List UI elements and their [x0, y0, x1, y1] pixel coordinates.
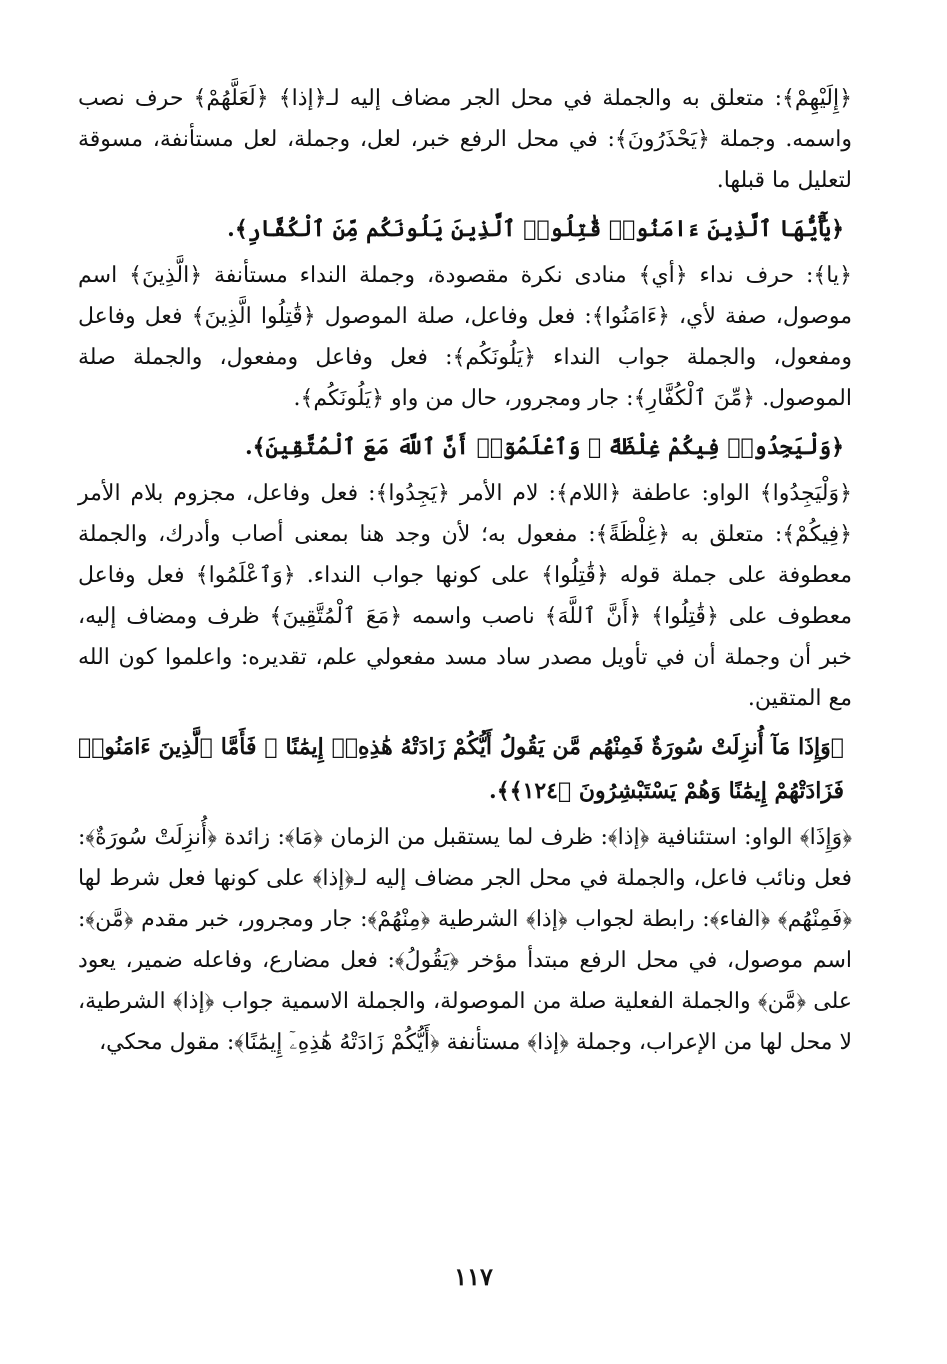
commentary-paragraph-1: ﴿إِلَيْهِمْ﴾: متعلق به والجملة في محل الجر مضاف إليه لـ﴿إذا﴾ ﴿لَعَلَّهُمْ﴾ حرف نصب واسمه. وجملة ﴿يَحْذَرُونَ﴾: في محل الرفع خبر، لعل، وجملة، لعل مستأنفة، مسوقة لتعليل ما قبلها. [78, 86, 852, 193]
document-page [78, 78, 852, 1063]
quran-verse-1: ﴿يَٰٓأَيُّهَا ٱلَّذِينَ ءَامَنُوا۟ قَٰتِلُوا۟ ٱلَّذِينَ يَلُونَكُم مِّنَ ٱلْكُفَّارِ﴾. [227, 216, 844, 242]
page-number: ١١٧ [454, 1262, 493, 1291]
quran-verse-3: ﴿وَإِذَا مَآ أُنزِلَتْ سُورَةٌ فَمِنْهُم مَّن يَقُولُ أَيُّكُمْ زَادَتْهُ هَٰذِهِۦٓ إِيمَٰنًا ۚ فَأَمَّا ٱلَّذِينَ ءَامَنُوا۟ فَزَادَتْهُمْ إِيمَٰنًا وَهُمْ يَسْتَبْشِرُونَ ﴿١٢٤﴾﴾. [78, 734, 844, 804]
commentary-paragraph-2: ﴿يا﴾: حرف نداء ﴿أي﴾ منادى نكرة مقصودة، وجملة النداء مستأنفة ﴿الَّذِينَ﴾ اسم موصول، صفة لأي، ﴿ءَامَنُوا﴾: فعل وفاعل، صلة الموصول ﴿قَٰتِلُوا الَّذِينَ﴾ فعل وفاعل ومفعول، والجملة جواب النداء ﴿يَلُونَكُم﴾: فعل وفاعل ومفعول، والجملة صلة الموصول. ﴿مِّنَ ٱلْكُفَّارِ﴾: جار ومجرور، حال من واو ﴿يَلُونَكُم﴾. [78, 263, 852, 411]
commentary-paragraph-4: ﴿وَإِذَا﴾ الواو: استئنافية ﴿إذا﴾: ظرف لما يستقبل من الزمان ﴿مَا﴾: زائدة ﴿أُنزِلَتْ سُورَةٌ﴾: فعل ونائب فاعل، والجملة في محل الجر مضاف إليه لـ﴿إذا﴾ على كونها فعل شرط لها ﴿فَمِنْهُم﴾ ﴿الفاء﴾: رابطة لجواب ﴿إذا﴾ الشرطية ﴿مِنْهُمْ﴾: جار ومجرور، خبر مقدم ﴿مَّن﴾: اسم موصول، في محل الرفع مبتدأ مؤخر ﴿يَقُولُ﴾: فعل مضارع، وفاعله ضمير، يعود على ﴿مَّن﴾ والجملة الفعلية صلة من الموصولة، والجملة الاسمية جواب ﴿إذا﴾ الشرطية، لا محل لها من الإعراب، وجملة ﴿إذا﴾ مستأنفة ﴿أَيُّكُمْ زَادَتْهُ هَٰذِهِۦٓ إِيمَٰنًا﴾: مقول محكي، [78, 825, 852, 1055]
quran-verse-2: ﴿وَلْيَجِدُوا۟ فِيكُمْ غِلْظَةً ۚ وَٱعْلَمُوٓا۟ أَنَّ ٱللَّهَ مَعَ ٱلْمُتَّقِينَ﴾. [244, 434, 844, 460]
commentary-paragraph-3: ﴿وَلْيَجِدُوا﴾ الواو: عاطفة ﴿اللام﴾: لام الأمر ﴿يَجِدُوا﴾: فعل وفاعل، مجزوم بلام الأمر ﴿فِيكُمْ﴾: متعلق به ﴿غِلْظَةً﴾: مفعول به؛ لأن وجد هنا بمعنى أصاب وأدرك، والجملة معطوفة على جملة قوله ﴿قَٰتِلُوا﴾ على كونها جواب النداء. ﴿وَٱعْلَمُوا﴾ فعل وفاعل معطوف على ﴿قَٰتِلُوا﴾ ﴿أَنَّ ٱللَّهَ﴾ ناصب واسمه ﴿مَعَ ٱلْمُتَّقِينَ﴾ ظرف ومضاف إليه، خبر أن وجملة أن في تأويل مصدر ساد مسد مفعولي علم، تقديره: واعلموا كون الله مع المتقين. [78, 481, 852, 711]
